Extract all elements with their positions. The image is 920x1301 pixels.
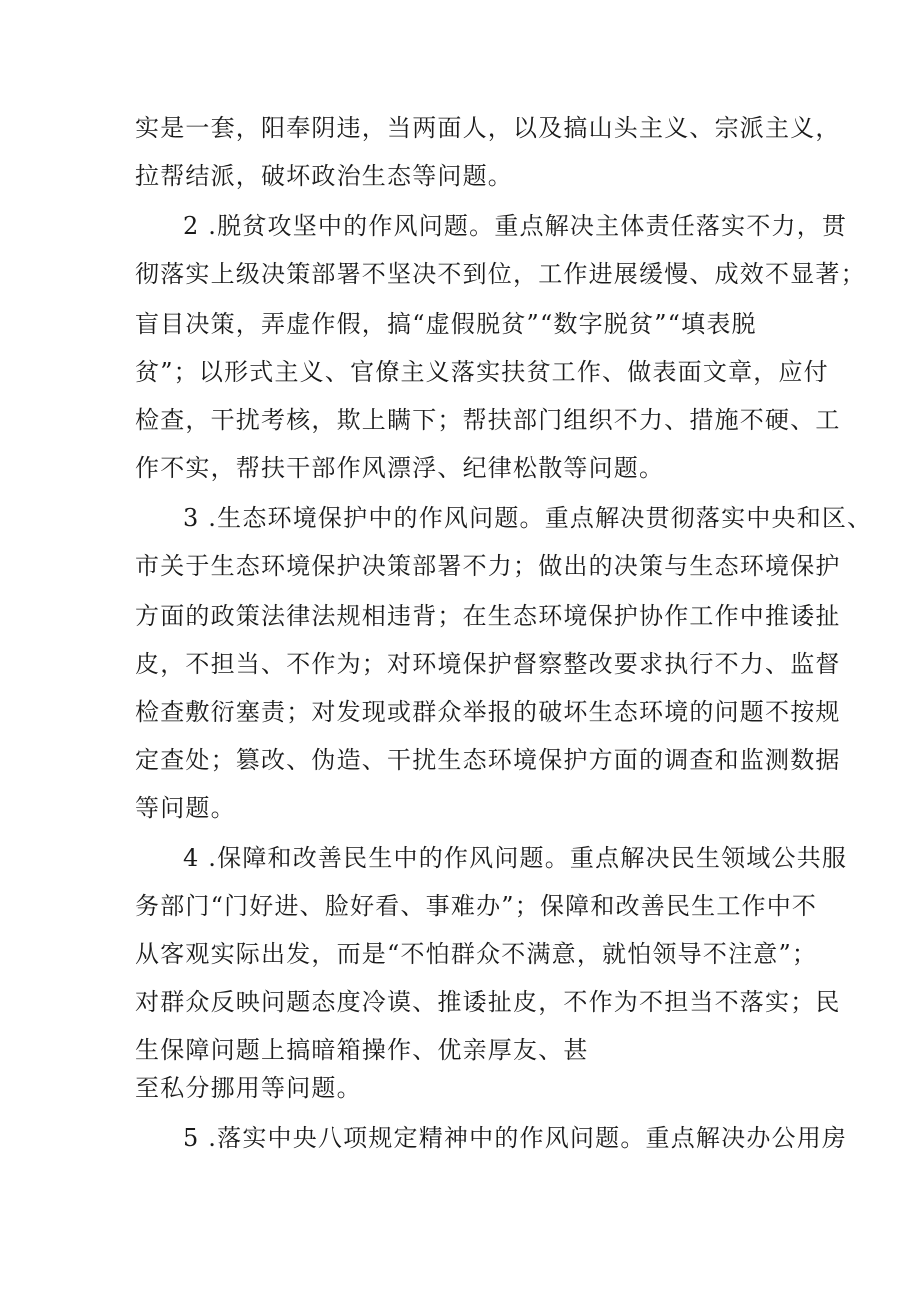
paragraph-4-start: 4 .保障和改善民生中的作风问题。重点解决民生领域公共服 [183,844,848,872]
text-line: 皮，不担当、不作为；对环境保护督察整改要求执行不力、监督 [135,650,841,678]
text-line: 盲目决策，弄虚作假，搞“虚假脱贫”“数字脱贫”“填表脱 [135,310,757,338]
text-line: 检查敷衍塞责；对发现或群众举报的破坏生态环境的问题不按规 [135,698,841,726]
text-line: 检查，干扰考核，欺上瞒下；帮扶部门组织不力、措施不硬、工 [135,406,841,434]
text-line: 贫”；以形式主义、官僚主义落实扶贫工作、做表面文章，应付 [135,358,829,386]
paragraph-2-start: 2 .脱贫攻坚中的作风问题。重点解决主体责任落实不力，贯 [183,212,848,240]
text-line: 彻落实上级决策部署不坚决不到位，工作进展缓慢、成效不显著； [135,260,866,288]
paragraph-3-start: 3 .生态环境保护中的作风问题。重点解决贯彻落实中央和区、 [183,504,873,532]
text-line: 拉帮结派，破坏政治生态等问题。 [135,162,513,190]
text-line: 对群众反映问题态度冷谟、推诿扯皮，不作为不担当不落实；民 [135,988,841,1016]
text-line: 定查处；篡改、伪造、干扰生态环境保护方面的调查和监测数据 [135,746,841,774]
text-line: 务部门“门好进、脸好看、事难办”；保障和改善民生工作中不 [135,892,818,920]
text-line: 作不实，帮扶干部作风漂浮、纪律松散等问题。 [135,454,665,482]
text-line: 生保障问题上搞暗箱操作、优亲厚友、甚 [135,1036,589,1064]
paragraph-5-start: 5 .落实中央八项规定精神中的作风问题。重点解决办公用房 [183,1124,848,1152]
text-line: 市关于生态环境保护决策部署不力；做出的决策与生态环境保护 [135,552,841,580]
text-line: 方面的政策法律法规相违背；在生态环境保护协作工作中推诿扯 [135,602,841,630]
text-line: 从客观实际出发，而是“不怕群众不满意，就怕领导不注意”； [135,940,818,968]
text-line: 等问题。 [135,794,236,822]
text-line: 实是一套，阳奉阴违，当两面人，以及搞山头主义、宗派主义， [135,114,841,142]
text-line: 至私分挪用等问题。 [135,1074,362,1102]
